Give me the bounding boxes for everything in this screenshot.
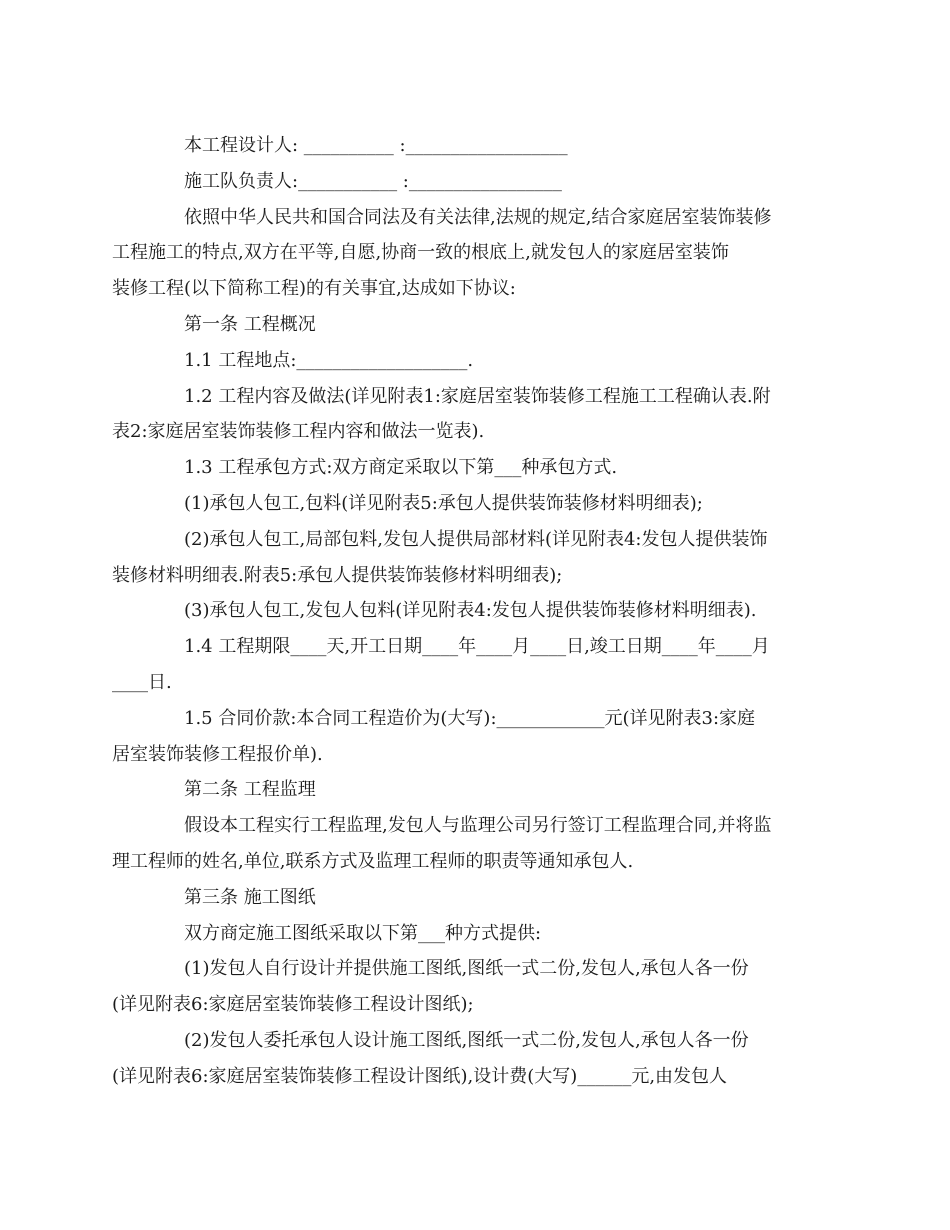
clause-1-4 bbox=[112, 629, 808, 701]
text-line: (2)发包人委托承包人设计施工图纸,图纸一式二份,发包人,承包人各一份 bbox=[184, 1029, 749, 1051]
text-line: 装修工程(以下简称工程)的有关事宜,达成如下协议: bbox=[112, 278, 516, 300]
text-line: 装修材料明细表.附表5:承包人提供装饰装修材料明细表); bbox=[112, 564, 563, 586]
text-line: 理工程师的姓名,单位,联系方式及监理工程师的职责等通知承包人. bbox=[112, 850, 634, 872]
text-line: 1.1 工程地点:___________________. bbox=[184, 349, 474, 371]
clause-1-5 bbox=[112, 701, 808, 773]
text-line: ____日. bbox=[112, 671, 172, 693]
text-line: (详见附表6:家庭居室装饰装修工程设计图纸); bbox=[112, 994, 474, 1016]
text-line: (2)承包人包工,局部包料,发包人提供局部材料(详见附表4:发包人提供装饰 bbox=[184, 528, 768, 550]
text-line: (详见附表6:家庭居室装饰装修工程设计图纸),设计费(大写)______元,由发包人 bbox=[112, 1065, 728, 1087]
text-line: 表2:家庭居室装饰装修工程内容和做法一览表). bbox=[112, 421, 485, 443]
text-line: 假设本工程实行工程监理,发包人与监理公司另行签订工程监理合同,并将监 bbox=[184, 815, 772, 837]
text-line: 居室装饰装修工程报价单). bbox=[112, 743, 323, 765]
clause-1-1 bbox=[148, 343, 808, 379]
article-2-body bbox=[112, 808, 808, 880]
article-3-option-1 bbox=[112, 951, 808, 1023]
text-line: 第三条 施工图纸 bbox=[184, 886, 316, 908]
text-line: (1)承包人包工,包料(详见附表5:承包人提供装饰装修材料明细表); bbox=[184, 492, 703, 514]
clause-1-2 bbox=[112, 379, 808, 451]
text-line: 1.5 合同价款:本合同工程造价为(大写):____________元(详见附表3:家庭 bbox=[184, 707, 756, 729]
article-1-heading bbox=[148, 307, 808, 343]
preamble-paragraph bbox=[112, 200, 808, 307]
text-line: 依照中华人民共和国合同法及有关法律,法规的规定,结合家庭居室装饰装修 bbox=[184, 206, 772, 228]
text-line: 第二条 工程监理 bbox=[184, 779, 316, 801]
article-3-option-2 bbox=[112, 1023, 808, 1095]
text-line: 第一条 工程概况 bbox=[184, 313, 316, 335]
clause-1-3-option-3 bbox=[148, 593, 808, 629]
article-3-heading bbox=[148, 880, 808, 916]
article-2-heading bbox=[148, 772, 808, 808]
text-line: 1.3 工程承包方式:双方商定采取以下第___种承包方式. bbox=[184, 457, 618, 479]
clause-1-3-option-2 bbox=[112, 522, 808, 594]
article-3-intro bbox=[148, 916, 808, 952]
text-line: 本工程设计人: __________ :__________________ bbox=[184, 135, 568, 156]
contract-body bbox=[112, 128, 808, 1095]
text-line: 1.4 工程期限____天,开工日期____年____月____日,竣工日期____年____月 bbox=[184, 636, 770, 658]
text-line: (3)承包人包工,发包人包料(详见附表4:发包人提供装饰装修材料明细表). bbox=[184, 600, 757, 622]
text-line: (1)发包人自行设计并提供施工图纸,图纸一式二份,发包人,承包人各一份 bbox=[184, 958, 749, 980]
text-line: 施工队负责人:___________ :_________________ bbox=[184, 170, 562, 192]
text-line: 1.2 工程内容及做法(详见附表1:家庭居室装饰装修工程施工工程确认表.附 bbox=[184, 385, 771, 407]
construction-lead-line bbox=[148, 164, 808, 200]
clause-1-3-option-1 bbox=[148, 486, 808, 522]
text-line: 双方商定施工图纸采取以下第___种方式提供: bbox=[184, 922, 542, 944]
clause-1-3 bbox=[148, 450, 808, 486]
text-line: 工程施工的特点,双方在平等,自愿,协商一致的根底上,就发包人的家庭居室装饰 bbox=[112, 242, 729, 264]
designer-line bbox=[148, 128, 808, 164]
